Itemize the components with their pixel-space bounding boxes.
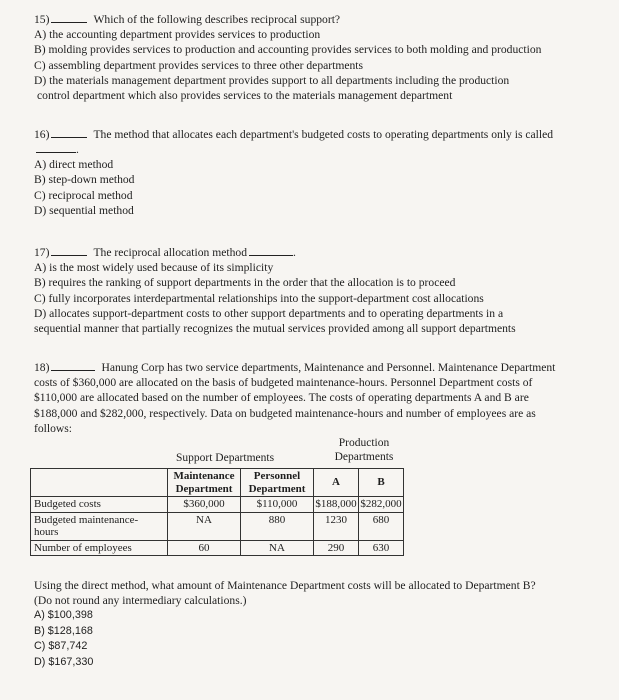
question-number: 18) bbox=[34, 361, 50, 374]
option-c: C) assembling department provides services to three other departments bbox=[34, 58, 364, 72]
prompt-line-2: (Do not round any intermediary calculations.) bbox=[34, 594, 247, 608]
option-a: A) is the most widely used because of its simplicity bbox=[34, 261, 274, 275]
option-a: A) direct method bbox=[34, 158, 114, 172]
question-18-prompt bbox=[34, 578, 599, 670]
question-number: 15) bbox=[34, 13, 50, 26]
production-departments-header bbox=[334, 436, 394, 464]
option-c: C) reciprocal method bbox=[34, 188, 133, 202]
cell-maintenance: $360,000 bbox=[168, 497, 241, 513]
row-label: Budgeted costs bbox=[31, 497, 168, 513]
option-d: D) allocates support-department costs to other support departments and to operating departments in a bbox=[34, 306, 504, 320]
row-label-line-2: hours bbox=[34, 526, 59, 538]
header-line: Maintenance bbox=[173, 470, 235, 482]
question-text-line-2: costs of $360,000 are allocated on the basis of budgeted maintenance-hours. Personnel Department costs of bbox=[34, 376, 533, 390]
option-b: B) $128,168 bbox=[34, 624, 93, 637]
question-18 bbox=[34, 360, 599, 436]
answer-blank[interactable] bbox=[51, 127, 87, 138]
question-text-line-5: follows: bbox=[34, 421, 73, 435]
table-corner-cell bbox=[31, 469, 168, 497]
fill-in-blank[interactable] bbox=[249, 245, 293, 256]
cell-personnel: $110,000 bbox=[241, 497, 314, 513]
table-row bbox=[31, 512, 404, 540]
row-label bbox=[31, 512, 168, 540]
option-d: D) the materials management department provides support to all departments including the production bbox=[34, 73, 510, 87]
cell-maintenance: 60 bbox=[168, 540, 241, 556]
option-b: B) step-down method bbox=[34, 173, 135, 187]
option-a: A) the accounting department provides services to production bbox=[34, 28, 321, 42]
prompt-line-1: Using the direct method, what amount of Maintenance Department costs will be allocated to Department B? bbox=[34, 579, 536, 592]
question-text-line-1: Hanung Corp has two service departments, Maintenance and Personnel. Maintenance Department bbox=[101, 361, 556, 374]
question-text: The reciprocal allocation method bbox=[93, 246, 248, 259]
cell-b: 630 bbox=[359, 540, 404, 556]
option-c: C) fully incorporates interdepartmental relationships into the support-department cost allocations bbox=[34, 291, 484, 305]
table-header-row bbox=[31, 469, 404, 497]
question-text-line-3: $110,000 are allocated based on the number of employees. The costs of operating departments A and B are bbox=[34, 391, 529, 405]
table-row bbox=[31, 540, 404, 556]
cell-personnel: 880 bbox=[241, 512, 314, 540]
production-header-line-1: Production bbox=[338, 437, 390, 449]
row-label-line-1: Budgeted maintenance- bbox=[34, 513, 139, 526]
cell-a: 1230 bbox=[314, 512, 359, 540]
answer-blank[interactable] bbox=[51, 360, 95, 371]
question-text-line-4: $188,000 and $282,000, respectively. Data on budgeted maintenance-hours and number of employees are as bbox=[34, 406, 536, 420]
cell-a: 290 bbox=[314, 540, 359, 556]
table-row bbox=[31, 497, 404, 513]
option-b: B) requires the ranking of support departments in the order that the allocation is to proceed bbox=[34, 276, 456, 290]
fill-in-blank[interactable] bbox=[36, 142, 76, 153]
header-line: Department bbox=[175, 482, 233, 495]
cost-data-table bbox=[30, 468, 404, 556]
option-b: B) molding provides services to production and accounting provides services to both molding and production bbox=[34, 43, 542, 57]
cell-a: $188,000 bbox=[315, 498, 357, 510]
support-departments-header: Support Departments bbox=[176, 452, 275, 464]
option-d-continued: control department which also provides services to the materials management department bbox=[37, 89, 453, 103]
option-d: D) $167,330 bbox=[34, 655, 94, 668]
question-text: The method that allocates each department's budgeted costs to operating departments only is called bbox=[93, 128, 554, 141]
cell-maintenance: NA bbox=[168, 512, 241, 540]
column-header-maintenance bbox=[168, 469, 241, 497]
option-d: D) sequential method bbox=[34, 203, 134, 217]
column-header-b: B bbox=[359, 469, 404, 497]
cell-b: 680 bbox=[359, 512, 404, 540]
option-a: A) $100,398 bbox=[34, 609, 93, 622]
question-text: Which of the following describes reciprocal support? bbox=[93, 13, 341, 26]
cell-personnel: NA bbox=[241, 540, 314, 556]
question-number: 17) bbox=[34, 246, 50, 259]
option-c: C) $87,742 bbox=[34, 640, 88, 653]
production-header-line-2: Departments bbox=[334, 451, 394, 463]
column-header-a: A bbox=[314, 469, 359, 497]
answer-blank[interactable] bbox=[51, 245, 87, 256]
question-16: 16) The method that allocates each department's budgeted costs to operating departments only is called . A) direct method B) step-down method C) reciprocal method D) sequential method bbox=[34, 127, 599, 218]
header-line: Department bbox=[248, 482, 306, 495]
cell-b: $282,000 bbox=[360, 498, 402, 510]
question-17: 17) The reciprocal allocation method . A) is the most widely used because of its simplicity B) requires the ranking of support departments in the order that the allocation is to proceed C) fully incorporates interdepartmental relationships into the support-department cost allocations D) allocates support-department costs to other support departments and to operating departments in a sequential manner that partially recognizes the mutual services provided among all support departments bbox=[34, 245, 599, 336]
header-line: Personnel bbox=[253, 470, 301, 482]
row-label: Number of employees bbox=[31, 540, 168, 556]
column-header-personnel bbox=[241, 469, 314, 497]
question-15 bbox=[34, 12, 599, 103]
answer-blank[interactable] bbox=[51, 12, 87, 23]
option-d-continued: sequential manner that partially recognizes the mutual services provided among all support departments bbox=[34, 322, 516, 336]
question-number: 16) bbox=[34, 128, 50, 141]
